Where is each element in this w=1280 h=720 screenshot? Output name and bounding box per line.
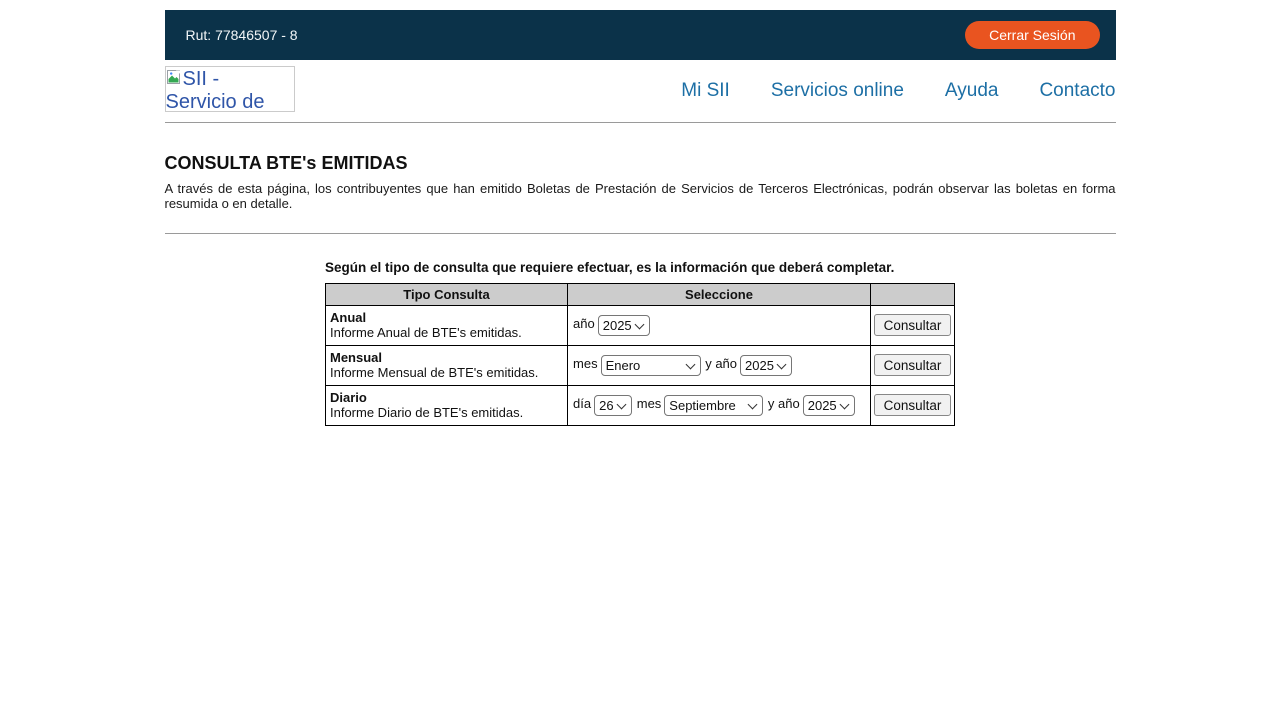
row-anual-description: Informe Anual de BTE's emitidas. [330, 325, 522, 340]
nav-servicios-online[interactable]: Servicios online [770, 80, 904, 101]
top-bar [165, 10, 1116, 60]
table-row-anual [326, 305, 955, 345]
mensual-year-label: y año [705, 356, 738, 372]
table-row-mensual [326, 345, 955, 385]
content-divider [165, 233, 1116, 234]
col-header-seleccione: Seleccione [568, 283, 871, 305]
nav-ayuda[interactable]: Ayuda [944, 80, 999, 101]
nav-contacto[interactable]: Contacto [1039, 80, 1116, 101]
diario-month-select[interactable] [664, 395, 763, 416]
consult-table [325, 283, 955, 426]
diario-day-select[interactable] [594, 395, 632, 416]
diario-consultar-button[interactable]: Consultar [874, 394, 951, 416]
intro-paragraph: A través de esta página, los contribuyentes que han emitido Boletas de Prestación de Servicios de Terceros Electrónicas, podrán observar las boletas en forma resumida o en detalle. [164, 181, 1116, 211]
site-header [165, 60, 1116, 122]
logo-alt-text: SII - Servicio de [165, 68, 265, 112]
rut-label: Rut: 77846507 - 8 [185, 27, 298, 43]
mensual-month-select[interactable] [601, 355, 701, 376]
col-header-tipo-consulta: Tipo Consulta [326, 283, 568, 305]
mensual-year-select[interactable] [740, 355, 792, 376]
broken-image-icon [167, 68, 182, 83]
section-intro: Según el tipo de consulta que requiere efectuar, es la información que deberá completar. [325, 260, 895, 275]
main-nav [681, 80, 1115, 102]
row-diario-title: Diario [330, 390, 367, 405]
row-diario-description: Informe Diario de BTE's emitidas. [330, 405, 524, 420]
row-anual-title: Anual [330, 310, 367, 325]
page-title: CONSULTA BTE's EMITIDAS [164, 153, 408, 173]
table-header-row [326, 283, 955, 305]
sii-logo-link[interactable] [165, 66, 295, 112]
anual-consultar-button[interactable]: Consultar [874, 314, 951, 336]
mensual-consultar-button[interactable]: Consultar [874, 354, 951, 376]
page-container [165, 10, 1116, 426]
diario-year-label: y año [767, 396, 800, 412]
mensual-month-label: mes [573, 356, 598, 372]
col-header-empty [870, 283, 954, 305]
row-mensual-title: Mensual [330, 350, 383, 365]
table-row-diario [326, 385, 955, 425]
anual-year-select[interactable] [598, 315, 650, 336]
row-mensual-description: Informe Mensual de BTE's emitidas. [330, 365, 539, 380]
diario-day-label: día [573, 396, 592, 412]
header-divider [165, 122, 1116, 123]
nav-mi-sii[interactable]: Mi SII [681, 80, 730, 101]
diario-month-label: mes [636, 396, 662, 412]
logout-button[interactable]: Cerrar Sesión [965, 21, 1099, 49]
anual-year-label: año [573, 316, 595, 332]
consult-section [325, 260, 955, 426]
diario-year-select[interactable] [803, 395, 855, 416]
